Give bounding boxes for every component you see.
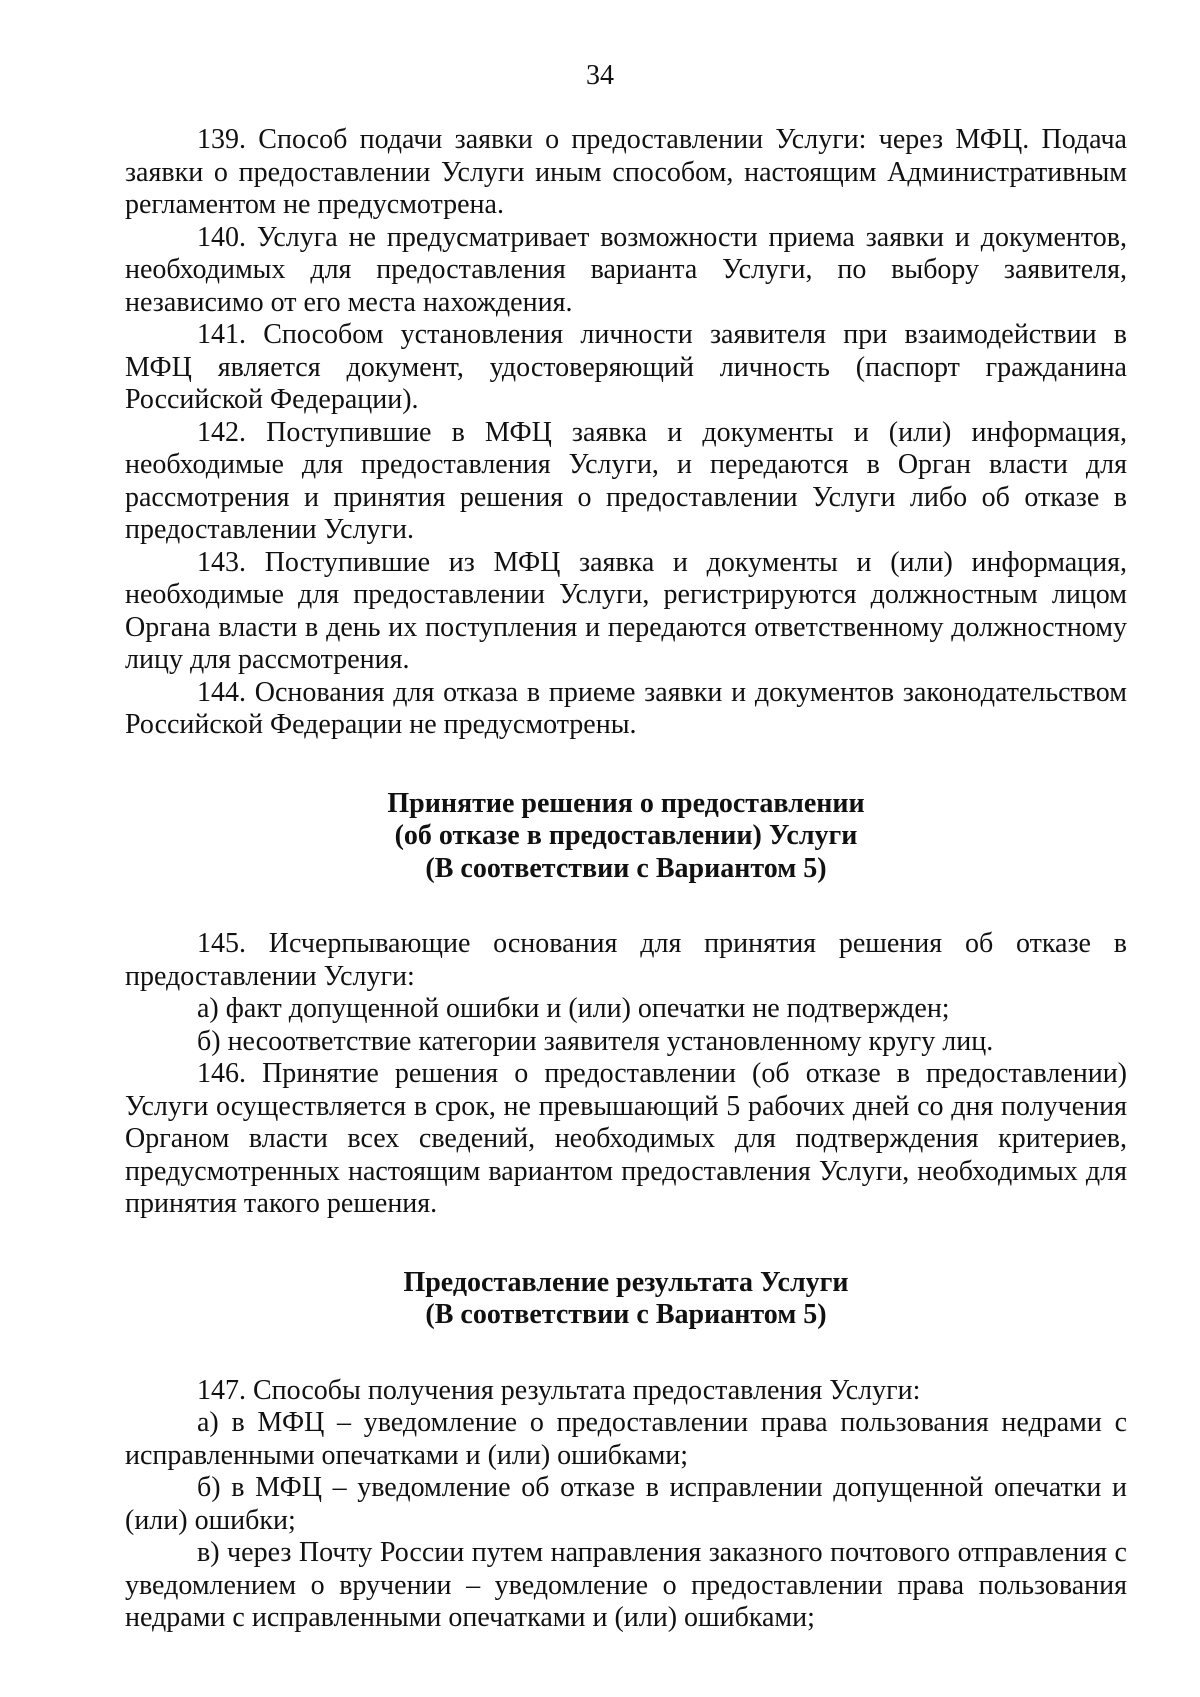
heading-line: Предоставление результата Услуги [403, 1266, 849, 1298]
list-item-147-c: в) через Почту России путем направления заказного почтового отправления с уведомлением о вручении – уведомление о предоставлении права пользования недрами с исправленными опечатками и (или) ошибками; [125, 1537, 1127, 1633]
section-heading-decision [125, 788, 1127, 886]
list-item-147-a: а) в МФЦ – уведомление о предоставлении права пользования недрами с исправленными опечатками и (или) ошибками; [125, 1407, 1127, 1471]
page-number: 34 [586, 60, 614, 91]
paragraph-140: 140. Услуга не предусматривает возможности приема заявки и документов, необходимых для предоставления варианта Услуги, по выбору заявителя, независимо от его места нахождения. [125, 221, 1127, 318]
document-body [125, 124, 1127, 1635]
paragraph-139: 139. Способ подачи заявки о предоставлении Услуги: через МФЦ. Подача заявки о предоставлении Услуги иным способом, настоящим Административным регламентом не предусмотрена. [125, 124, 1127, 220]
paragraph-143: 143. Поступившие из МФЦ заявка и документы и (или) информация, необходимые для предоставлении Услуги, регистрируются должностным лицом Органа власти в день их поступления и передаются ответственному должностному лицу для рассмотрения. [125, 546, 1127, 675]
paragraph-145: 145. Исчерпывающие основания для принятия решения об отказе в предоставлении Услуги: [125, 928, 1127, 992]
list-item-145-b: б) несоответствие категории заявителя установленному кругу лиц. [197, 1025, 994, 1057]
section-heading-result [125, 1267, 1127, 1332]
paragraph-141: 141. Способом установления личности заявителя при взаимодействии в МФЦ является документ, удостоверяющий личность (паспорт гражданина Российской Федерации). [125, 319, 1127, 415]
paragraph-147: 147. Способы получения результата предоставления Услуги: [197, 1374, 921, 1406]
paragraph-142: 142. Поступившие в МФЦ заявка и документы и (или) информация, необходимые для предоставления Услуги, и передаются в Орган власти для рассмотрения и принятия решения о предоставлении Услуги либо об отказе в предоставлении Услуги. [125, 416, 1127, 545]
heading-line: (В соответствии с Вариантом 5) [425, 852, 827, 884]
paragraph-146: 146. Принятие решения о предоставлении (об отказе в предоставлении) Услуги осуществляется в срок, не превышающий 5 рабочих дней со дня получения Органом власти всех сведений, необходимых для подтверждения критериев, предусмотренных настоящим вариантом предоставления Услуги, необходимых для принятия такого решения. [125, 1058, 1127, 1219]
heading-line: Принятие решения о предоставлении [387, 787, 865, 819]
heading-line: (об отказе в предоставлении) Услуги [394, 820, 858, 851]
list-item-145-a: а) факт допущенной ошибки и (или) опечатки не подтвержден; [197, 993, 950, 1024]
list-item-147-b: б) в МФЦ – уведомление об отказе в исправлении допущенной опечатки и (или) ошибки; [125, 1472, 1127, 1536]
heading-line: (В соответствии с Вариантом 5) [425, 1299, 827, 1330]
paragraph-144: 144. Основания для отказа в приеме заявки и документов законодательством Российской Федерации не предусмотрены. [125, 676, 1127, 740]
